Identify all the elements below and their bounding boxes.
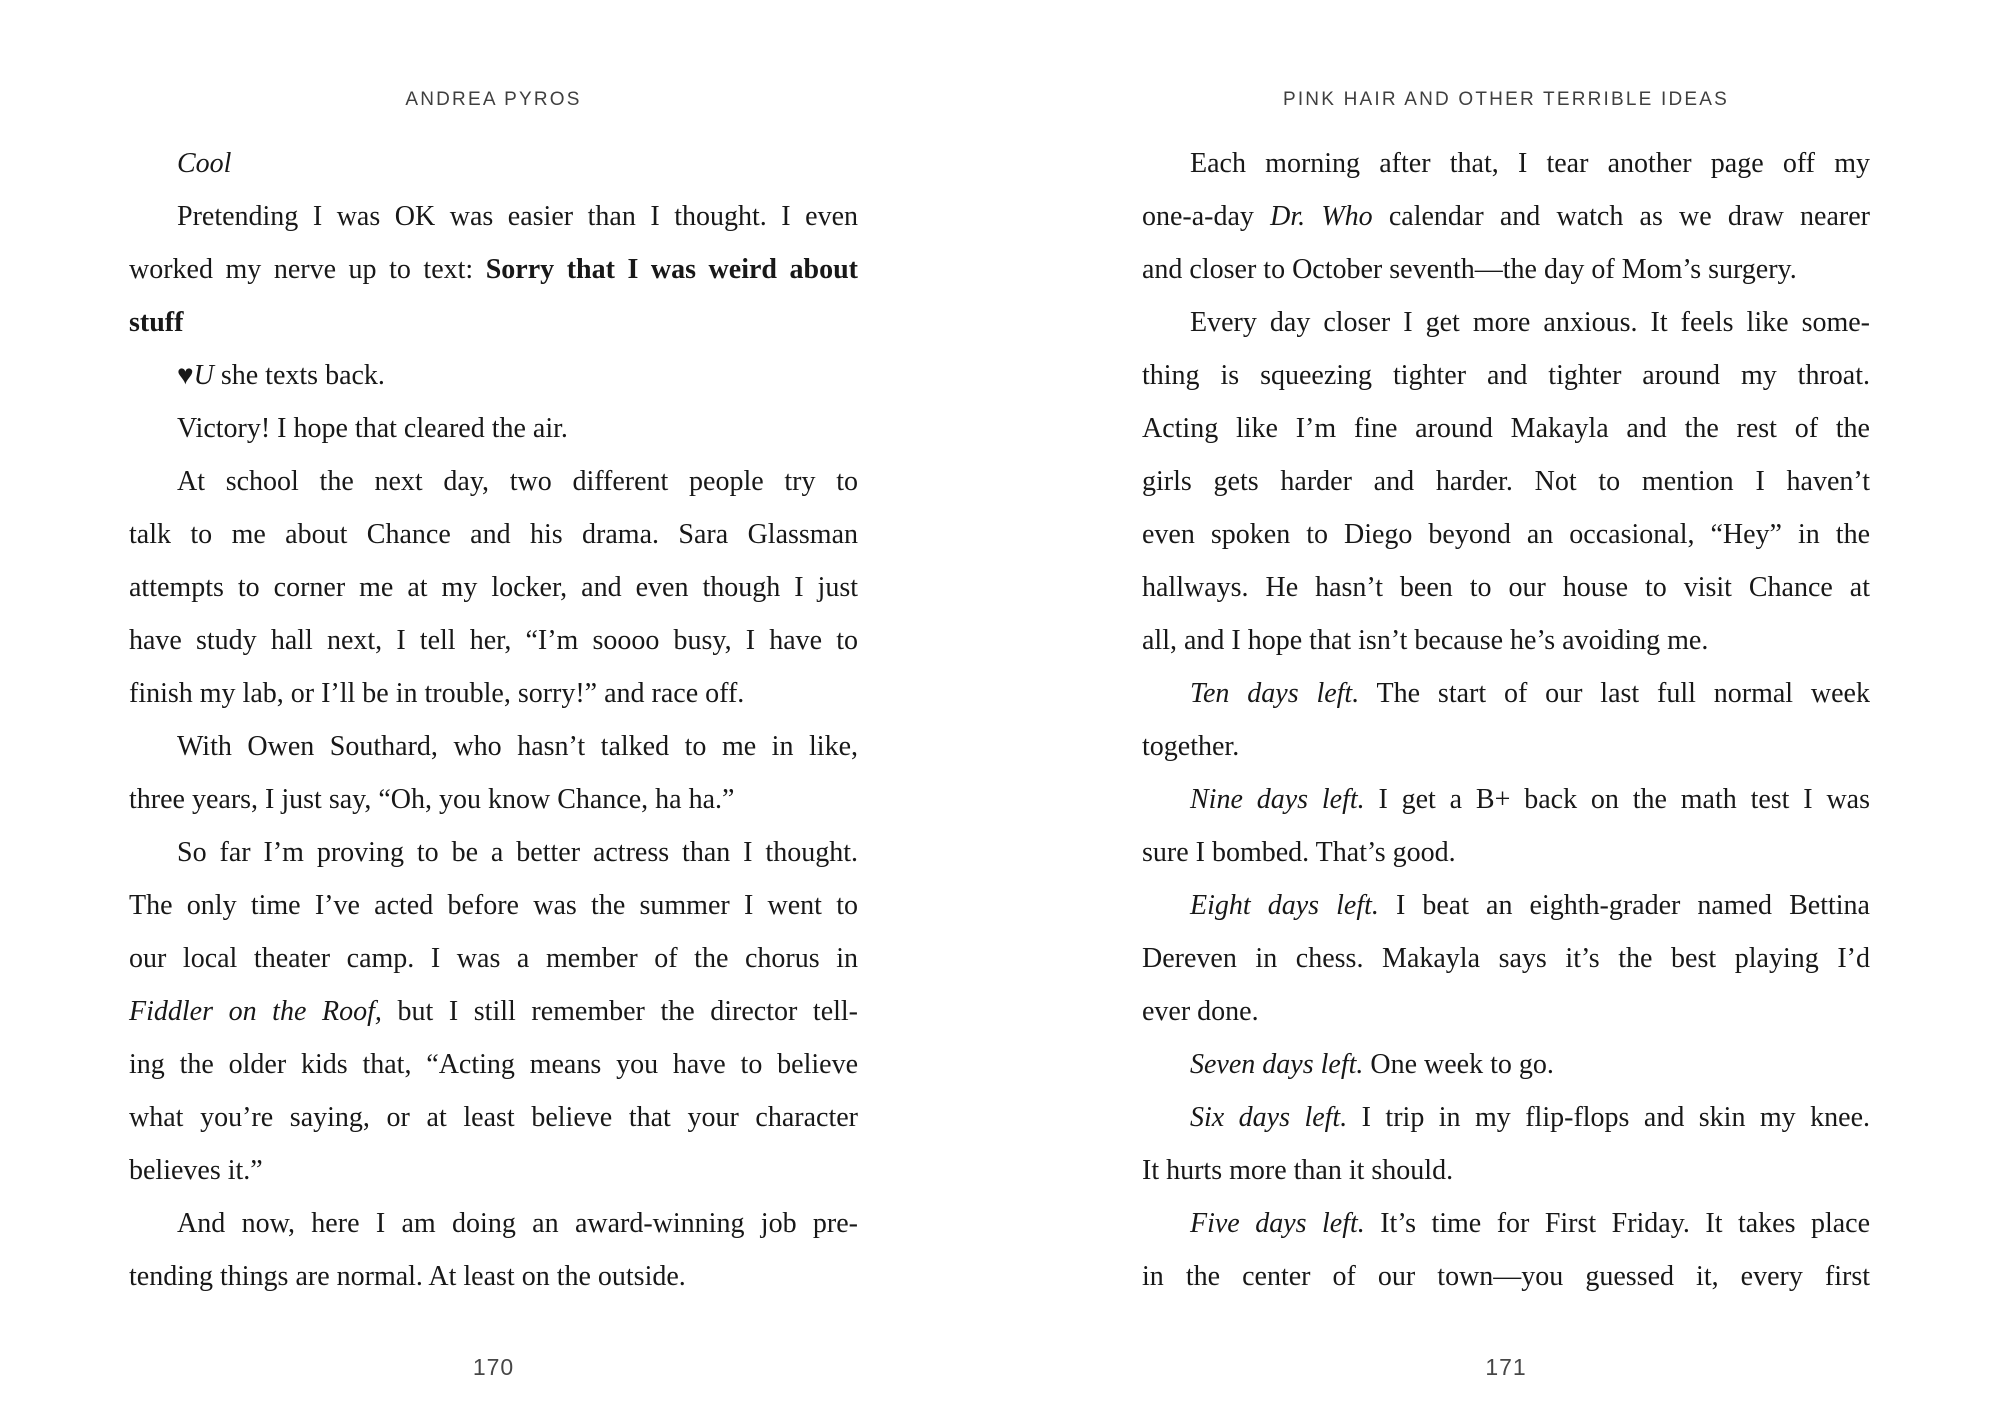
text-segment: I beat an eighth-grader named Bettina: [1378, 890, 1870, 921]
text-segment: Fiddler on the Roof,: [129, 996, 382, 1027]
text-segment: At school the next day, two different people try to: [177, 466, 858, 497]
text-segment: all, and I hope that isn’t because he’s avoiding me.: [1142, 625, 1709, 656]
text-segment: thing is squeezing tighter and tighter around my throat.: [1142, 360, 1870, 391]
text-line: [1142, 1091, 1870, 1144]
text-segment: sure I bombed. That’s good.: [1142, 837, 1456, 868]
text-segment: together.: [1142, 731, 1240, 762]
text-line: [1142, 1250, 1870, 1303]
text-segment: talk to me about Chance and his drama. Sara Glassman: [129, 519, 858, 550]
text-segment: ♥: [177, 360, 194, 391]
text-line: [129, 137, 858, 190]
text-line: [1142, 349, 1870, 402]
text-segment: what you’re saying, or at least believe that your character: [129, 1102, 858, 1133]
text-line: [129, 1091, 858, 1144]
text-line: [129, 773, 858, 826]
text-line: [129, 402, 858, 455]
text-line: [1142, 773, 1870, 826]
text-line: [1142, 137, 1870, 190]
text-segment: So far I’m proving to be a better actress than I thought.: [177, 837, 858, 868]
text-line: [129, 932, 858, 985]
text-segment: Five days left.: [1190, 1208, 1365, 1239]
text-line: [129, 1250, 858, 1303]
text-segment: believes it.”: [129, 1155, 263, 1186]
text-segment: Victory! I hope that cleared the air.: [177, 413, 568, 444]
text-segment: Acting like I’m fine around Makayla and the rest of the: [1142, 413, 1870, 444]
text-segment: one-a-day: [1142, 201, 1271, 232]
text-line: [129, 190, 858, 243]
text-segment: even spoken to Diego beyond an occasional, “Hey” in the: [1142, 519, 1870, 550]
page-number-left: 170: [472, 1354, 515, 1380]
text-line: [1142, 1038, 1870, 1091]
text-line: [129, 720, 858, 773]
text-line: [1142, 455, 1870, 508]
text-segment: and closer to October seventh—the day of Mom’s surgery.: [1142, 254, 1797, 285]
text-line: [1142, 296, 1870, 349]
text-segment: Sorry that I was weird about: [485, 254, 858, 285]
text-segment: Seven days left.: [1190, 1049, 1364, 1080]
text-segment: Pretending I was OK was easier than I thought. I even: [177, 201, 858, 232]
left-page: [129, 0, 858, 1428]
text-segment: Eight days left.: [1190, 890, 1379, 921]
text-segment: It’s time for First Friday. It takes place: [1364, 1208, 1871, 1239]
text-segment: It hurts more than it should.: [1142, 1155, 1454, 1186]
text-segment: I trip in my flip-flops and skin my knee.: [1347, 1102, 1870, 1133]
text-line: [1142, 932, 1870, 985]
text-segment: Cool: [177, 148, 232, 179]
text-segment: Six days left.: [1190, 1102, 1348, 1133]
text-line: [129, 879, 858, 932]
text-line: [1142, 243, 1870, 296]
text-segment: tending things are normal. At least on the outside.: [129, 1261, 686, 1292]
right-page-text-block: [1142, 137, 1870, 1303]
text-segment: One week to go.: [1363, 1049, 1554, 1080]
text-line: [129, 561, 858, 614]
text-line: [129, 1038, 858, 1091]
page-number-right: 171: [1485, 1354, 1527, 1380]
text-line: [129, 985, 858, 1038]
text-segment: attempts to corner me at my locker, and even though I just: [129, 572, 858, 603]
text-segment: ing the older kids that, “Acting means you have to believe: [129, 1049, 858, 1080]
text-segment: but I still remember the director tell-: [381, 996, 859, 1027]
text-segment: stuff: [129, 307, 184, 338]
text-line: [1142, 190, 1870, 243]
text-segment: U: [193, 360, 214, 391]
text-segment: worked my nerve up to text:: [129, 254, 486, 285]
text-line: [129, 1144, 858, 1197]
text-line: [129, 826, 858, 879]
text-line: [1142, 614, 1870, 667]
text-segment: girls gets harder and harder. Not to mention I haven’t: [1142, 466, 1870, 497]
text-segment: she texts back.: [213, 360, 385, 391]
text-line: [1142, 1144, 1870, 1197]
text-line: [1142, 826, 1870, 879]
text-line: [129, 455, 858, 508]
text-segment: Dereven in chess. Makayla says it’s the best playing I’d: [1142, 943, 1870, 974]
left-page-text-block: [129, 137, 858, 1303]
text-segment: finish my lab, or I’ll be in trouble, sorry!” and race off.: [129, 678, 745, 709]
text-segment: The only time I’ve acted before was the summer I went to: [129, 890, 858, 921]
text-line: [129, 667, 858, 720]
text-line: [129, 349, 858, 402]
right-page: [1142, 0, 1870, 1428]
text-line: [1142, 508, 1870, 561]
text-line: [1142, 402, 1870, 455]
text-line: [129, 296, 858, 349]
text-segment: And now, here I am doing an award-winning job pre-: [177, 1208, 858, 1239]
text-segment: Dr. Who: [1270, 201, 1373, 232]
text-line: [1142, 879, 1870, 932]
text-segment: I get a B+ back on the math test I was: [1364, 784, 1870, 815]
text-line: [1142, 720, 1870, 773]
text-segment: in the center of our town—you guessed it, every first: [1142, 1261, 1870, 1292]
text-segment: ever done.: [1142, 996, 1259, 1027]
text-segment: The start of our last full normal week: [1359, 678, 1870, 709]
running-header-author: ANDREA PYROS: [405, 89, 582, 110]
text-line: [1142, 667, 1870, 720]
text-line: [129, 614, 858, 667]
text-line: [129, 1197, 858, 1250]
text-segment: Each morning after that, I tear another page off my: [1190, 148, 1870, 179]
text-segment: Nine days left.: [1190, 784, 1365, 815]
text-segment: calendar and watch as we draw nearer: [1372, 201, 1870, 232]
text-segment: our local theater camp. I was a member of the chorus in: [129, 943, 858, 974]
text-segment: hallways. He hasn’t been to our house to visit Chance at: [1142, 572, 1870, 603]
text-segment: have study hall next, I tell her, “I’m soooo busy, I have to: [129, 625, 858, 656]
text-line: [1142, 1197, 1870, 1250]
text-line: [1142, 561, 1870, 614]
text-segment: Ten days left.: [1190, 678, 1360, 709]
text-line: [129, 508, 858, 561]
text-segment: With Owen Southard, who hasn’t talked to me in like,: [177, 731, 858, 762]
text-segment: three years, I just say, “Oh, you know Chance, ha ha.”: [129, 784, 735, 815]
text-segment: Every day closer I get more anxious. It feels like some-: [1190, 307, 1870, 338]
text-line: [129, 243, 858, 296]
running-header-book-title: PINK HAIR AND OTHER TERRIBLE IDEAS: [1282, 89, 1730, 110]
text-line: [1142, 985, 1870, 1038]
